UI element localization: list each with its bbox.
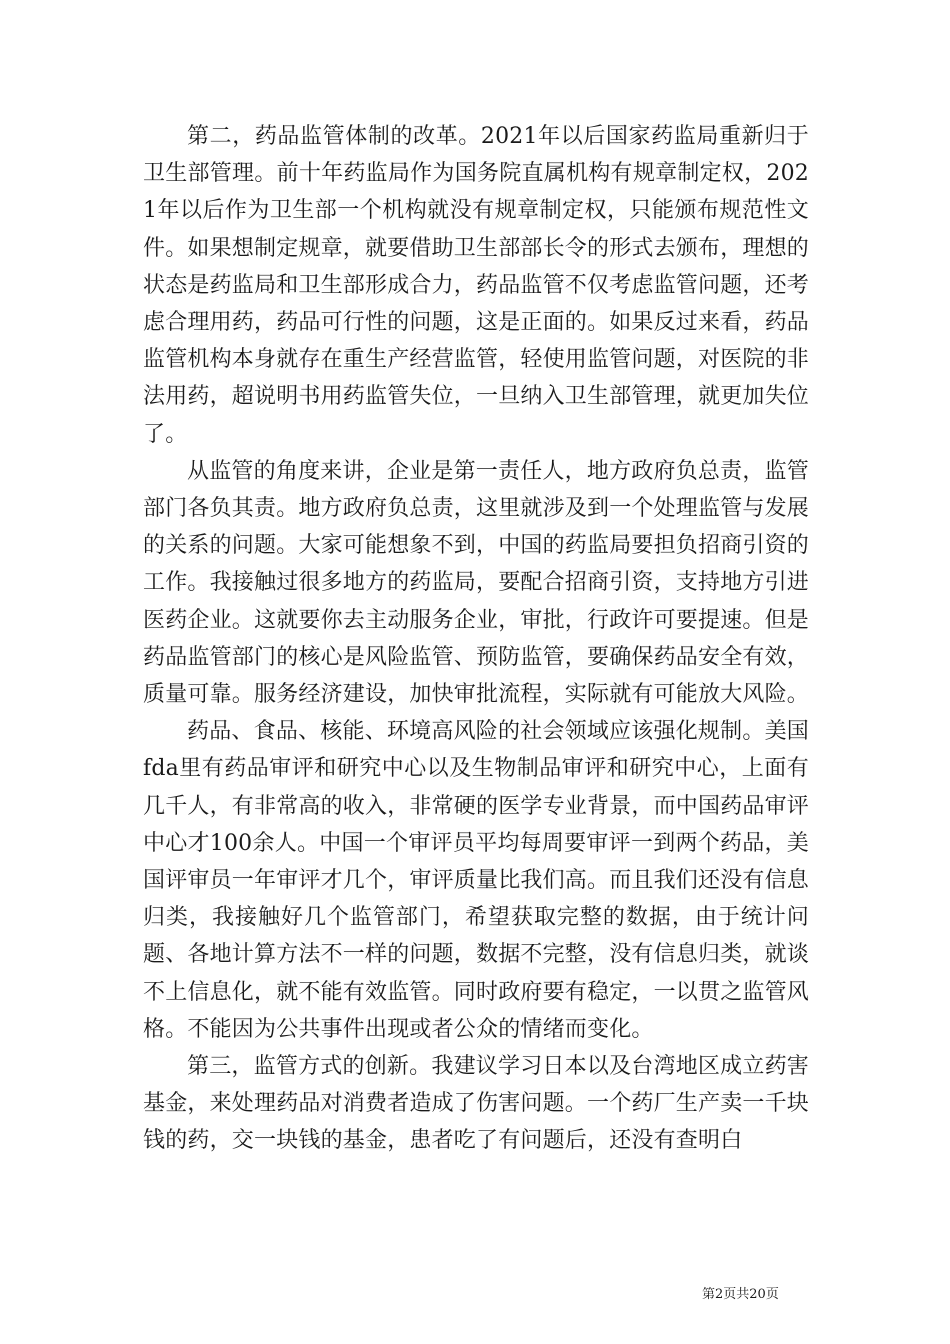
page-number: 第2页共20页 bbox=[702, 1287, 779, 1302]
paragraph-3: 药品、食品、核能、环境高风险的社会领域应该强化规制。美国fda里有药品审评和研究中心以及生物制品审评和研究中心，上面有几千人，有非常高的收入，非常硬的医学专业背景，而中国药品审评中心才100余人。中国一个审评员平均每周要审评一到两个药品，美国评审员一年审评才几个，审评质量比我们高。而且我们还没有信息归类，我接触好几个监管部门，希望获取完整的数据，由于统计问题、各地计算方法不一样的问题，数据不完整，没有信息归类，就谈不上信息化，就不能有效监管。同时政府要有稳定，一以贯之监管风格。不能因为公共事件出现或者公众的情绪而变化。 bbox=[143, 719, 810, 1042]
paragraph-4: 第三，监管方式的创新。我建议学习日本以及台湾地区成立药害基金，来处理药品对消费者造成了伤害问题。一个药厂生产卖一千块钱的药，交一块钱的基金，患者吃了有问题后，还没有查明白 bbox=[143, 1054, 810, 1154]
paragraph-2: 从监管的角度来讲，企业是第一责任人，地方政府负总责，监管部门各负其责。地方政府负总责，这里就涉及到一个处理监管与发展的关系的问题。大家可能想象不到，中国的药监局要担负招商引资的工作。我接触过很多地方的药监局，要配合招商引资，支持地方引进医药企业。这就要你去主动服务企业，审批，行政许可要提速。但是药品监管部门的核心是风险监管、预防监管，要确保药品安全有效，质量可靠。服务经济建设，加快审批流程，实际就有可能放大风险。 bbox=[143, 458, 810, 708]
paragraph-1: 第二，药品监管体制的改革。2021年以后国家药监局重新归于卫生部管理。前十年药监局作为国务院直属机构有规章制定权，2021年以后作为卫生部一个机构就没有规章制定权，只能颁布规范性文件。如果想制定规章，就要借助卫生部部长令的形式去颁布，理想的状态是药监局和卫生部形成合力，药品监管不仅考虑监管问题，还考虑合理用药，药品可行性的问题，这是正面的。如果反过来看，药品监管机构本身就存在重生产经营监管，轻使用监管问题，对医院的非法用药，超说明书用药监管失位，一旦纳入卫生部管理，就更加失位了。 bbox=[143, 124, 810, 447]
document-body bbox=[143, 118, 809, 1160]
